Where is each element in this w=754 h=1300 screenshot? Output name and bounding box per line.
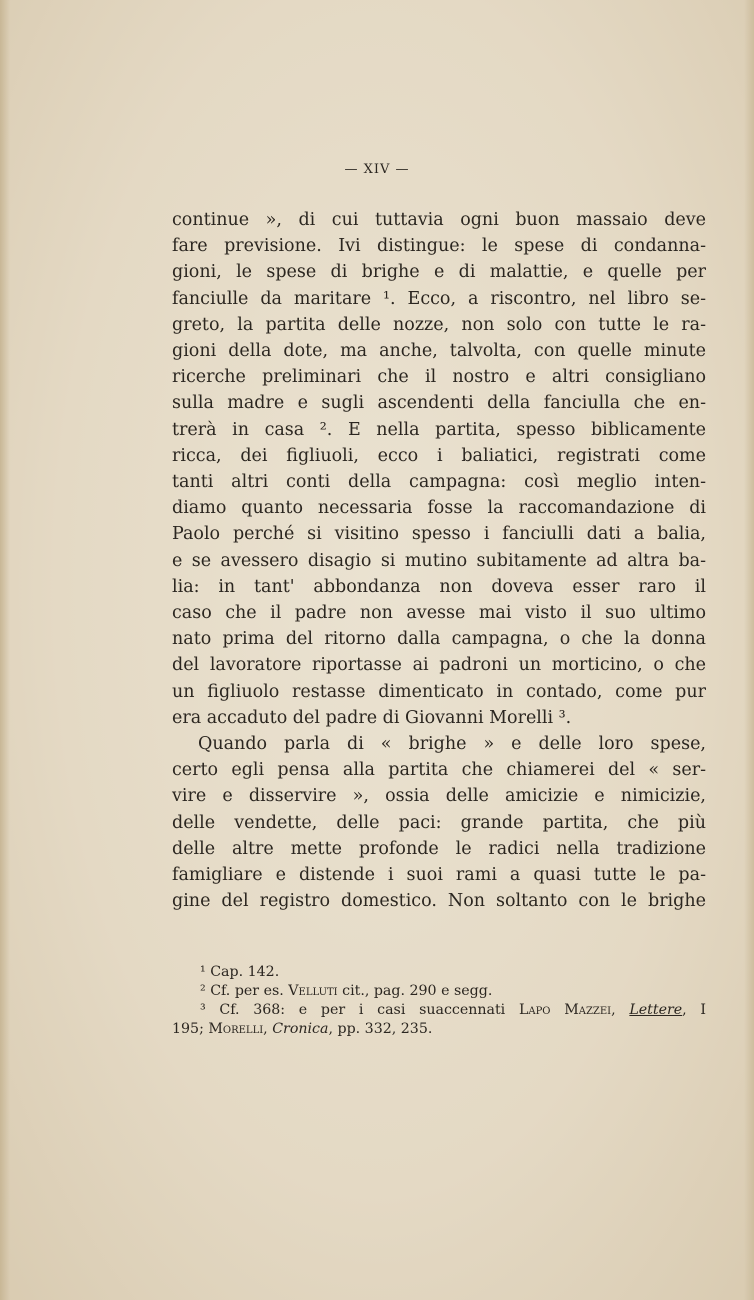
text-line: delle vendette, delle paci: grande partita, che più [172, 812, 706, 833]
text-line: e se avessero disagio si mutino subitamente ad altra ba- [172, 550, 706, 571]
text-line: gioni, le spese di brighe e di malattie, e quelle per [172, 262, 706, 283]
text-line: ricerche preliminari che il nostro e altri consigliano [172, 367, 706, 388]
paragraph-start-line: Quando parla di « brighe » e delle loro spese, [198, 734, 706, 755]
text-line: greto, la partita delle nozze, non solo con tutte le ra- [172, 314, 706, 335]
text-line: Paolo perché si visitino spesso i fanciulli dati a balia, [172, 524, 706, 545]
footnotes [172, 963, 706, 1039]
text-line: trerà in casa ². E nella partita, spesso biblicamente [172, 419, 706, 440]
text-line: ricca, dei figliuoli, ecco i baliatici, registrati come [172, 445, 706, 466]
main-text [172, 207, 706, 914]
text-line: sulla madre e sugli ascendenti della fanciulla che en- [172, 393, 706, 414]
footnote-3-separator-2: , [263, 1021, 273, 1037]
page-edge-left [0, 0, 10, 1300]
footnote-2 [172, 982, 706, 1001]
footnote-2-author: Velluti [288, 983, 338, 999]
footnote-3-title: Lettere [629, 1002, 683, 1018]
footnote-3-author-2: Morelli [208, 1021, 264, 1037]
text-line: gine del registro domestico. Non soltanto con le brighe [172, 891, 706, 912]
text-line: un figliuolo restasse dimenticato in contado, come pur [172, 681, 706, 702]
page-number: — XIV — [344, 162, 410, 177]
footnote-3 [172, 1001, 706, 1020]
footnote-3-text: ³ Cf. 368: e per i casi suaccennati [200, 1002, 519, 1018]
text-line: certo egli pensa alla partita che chiamerei del « ser- [172, 760, 706, 781]
footnote-1 [172, 963, 706, 982]
text-line: lia: in tant' abbondanza non doveva esser raro il [172, 576, 706, 597]
footnote-2-text: ² Cf. per es. [200, 983, 289, 999]
footnote-3-separator: , [611, 1002, 630, 1018]
text-line: caso che il padre non avesse mai visto il suo ultimo [172, 603, 706, 624]
text-line: famigliare e distende i suoi rami a quasi tutte le pa- [172, 865, 706, 886]
text-line: continue », di cui tuttavia ogni buon massaio deve [172, 210, 706, 230]
footnote-3-author: Lapo Mazzei [518, 1002, 612, 1018]
footnote-3-title-2: Cronica [272, 1021, 329, 1037]
text-line: tanti altri conti della campagna: così meglio inten- [172, 472, 706, 493]
footnote-3-continued [172, 1020, 706, 1039]
page-edge-right [744, 0, 754, 1300]
footnote-2-ref: cit., pag. 290 e segg. [337, 983, 493, 999]
footnote-1-text: ¹ Cap. 142. [200, 964, 280, 980]
text-line: era accaduto del padre di Giovanni Morelli ³. [172, 707, 572, 728]
footnote-3-volume: , I [682, 1002, 706, 1018]
footnote-3-pages: , pp. 332, 235. [328, 1021, 433, 1037]
text-line: delle altre mette profonde le radici nella tradizione [172, 838, 706, 859]
text-line: fanciulle da maritare ¹. Ecco, a riscontro, nel libro se- [172, 288, 706, 309]
text-line: gioni della dote, ma anche, talvolta, con quelle minute [172, 341, 706, 362]
text-line: diamo quanto necessaria fosse la raccomandazione di [172, 498, 706, 519]
text-line: fare previsione. Ivi distingue: le spese di condanna- [172, 236, 706, 257]
text-line: vire e disservire », ossia delle amicizie e nimicizie, [172, 786, 706, 807]
text-line: nato prima del ritorno dalla campagna, o che la donna [172, 629, 706, 650]
footnote-3-page: 195; [172, 1021, 209, 1037]
text-line: del lavoratore riportasse ai padroni un morticino, o che [172, 655, 706, 676]
